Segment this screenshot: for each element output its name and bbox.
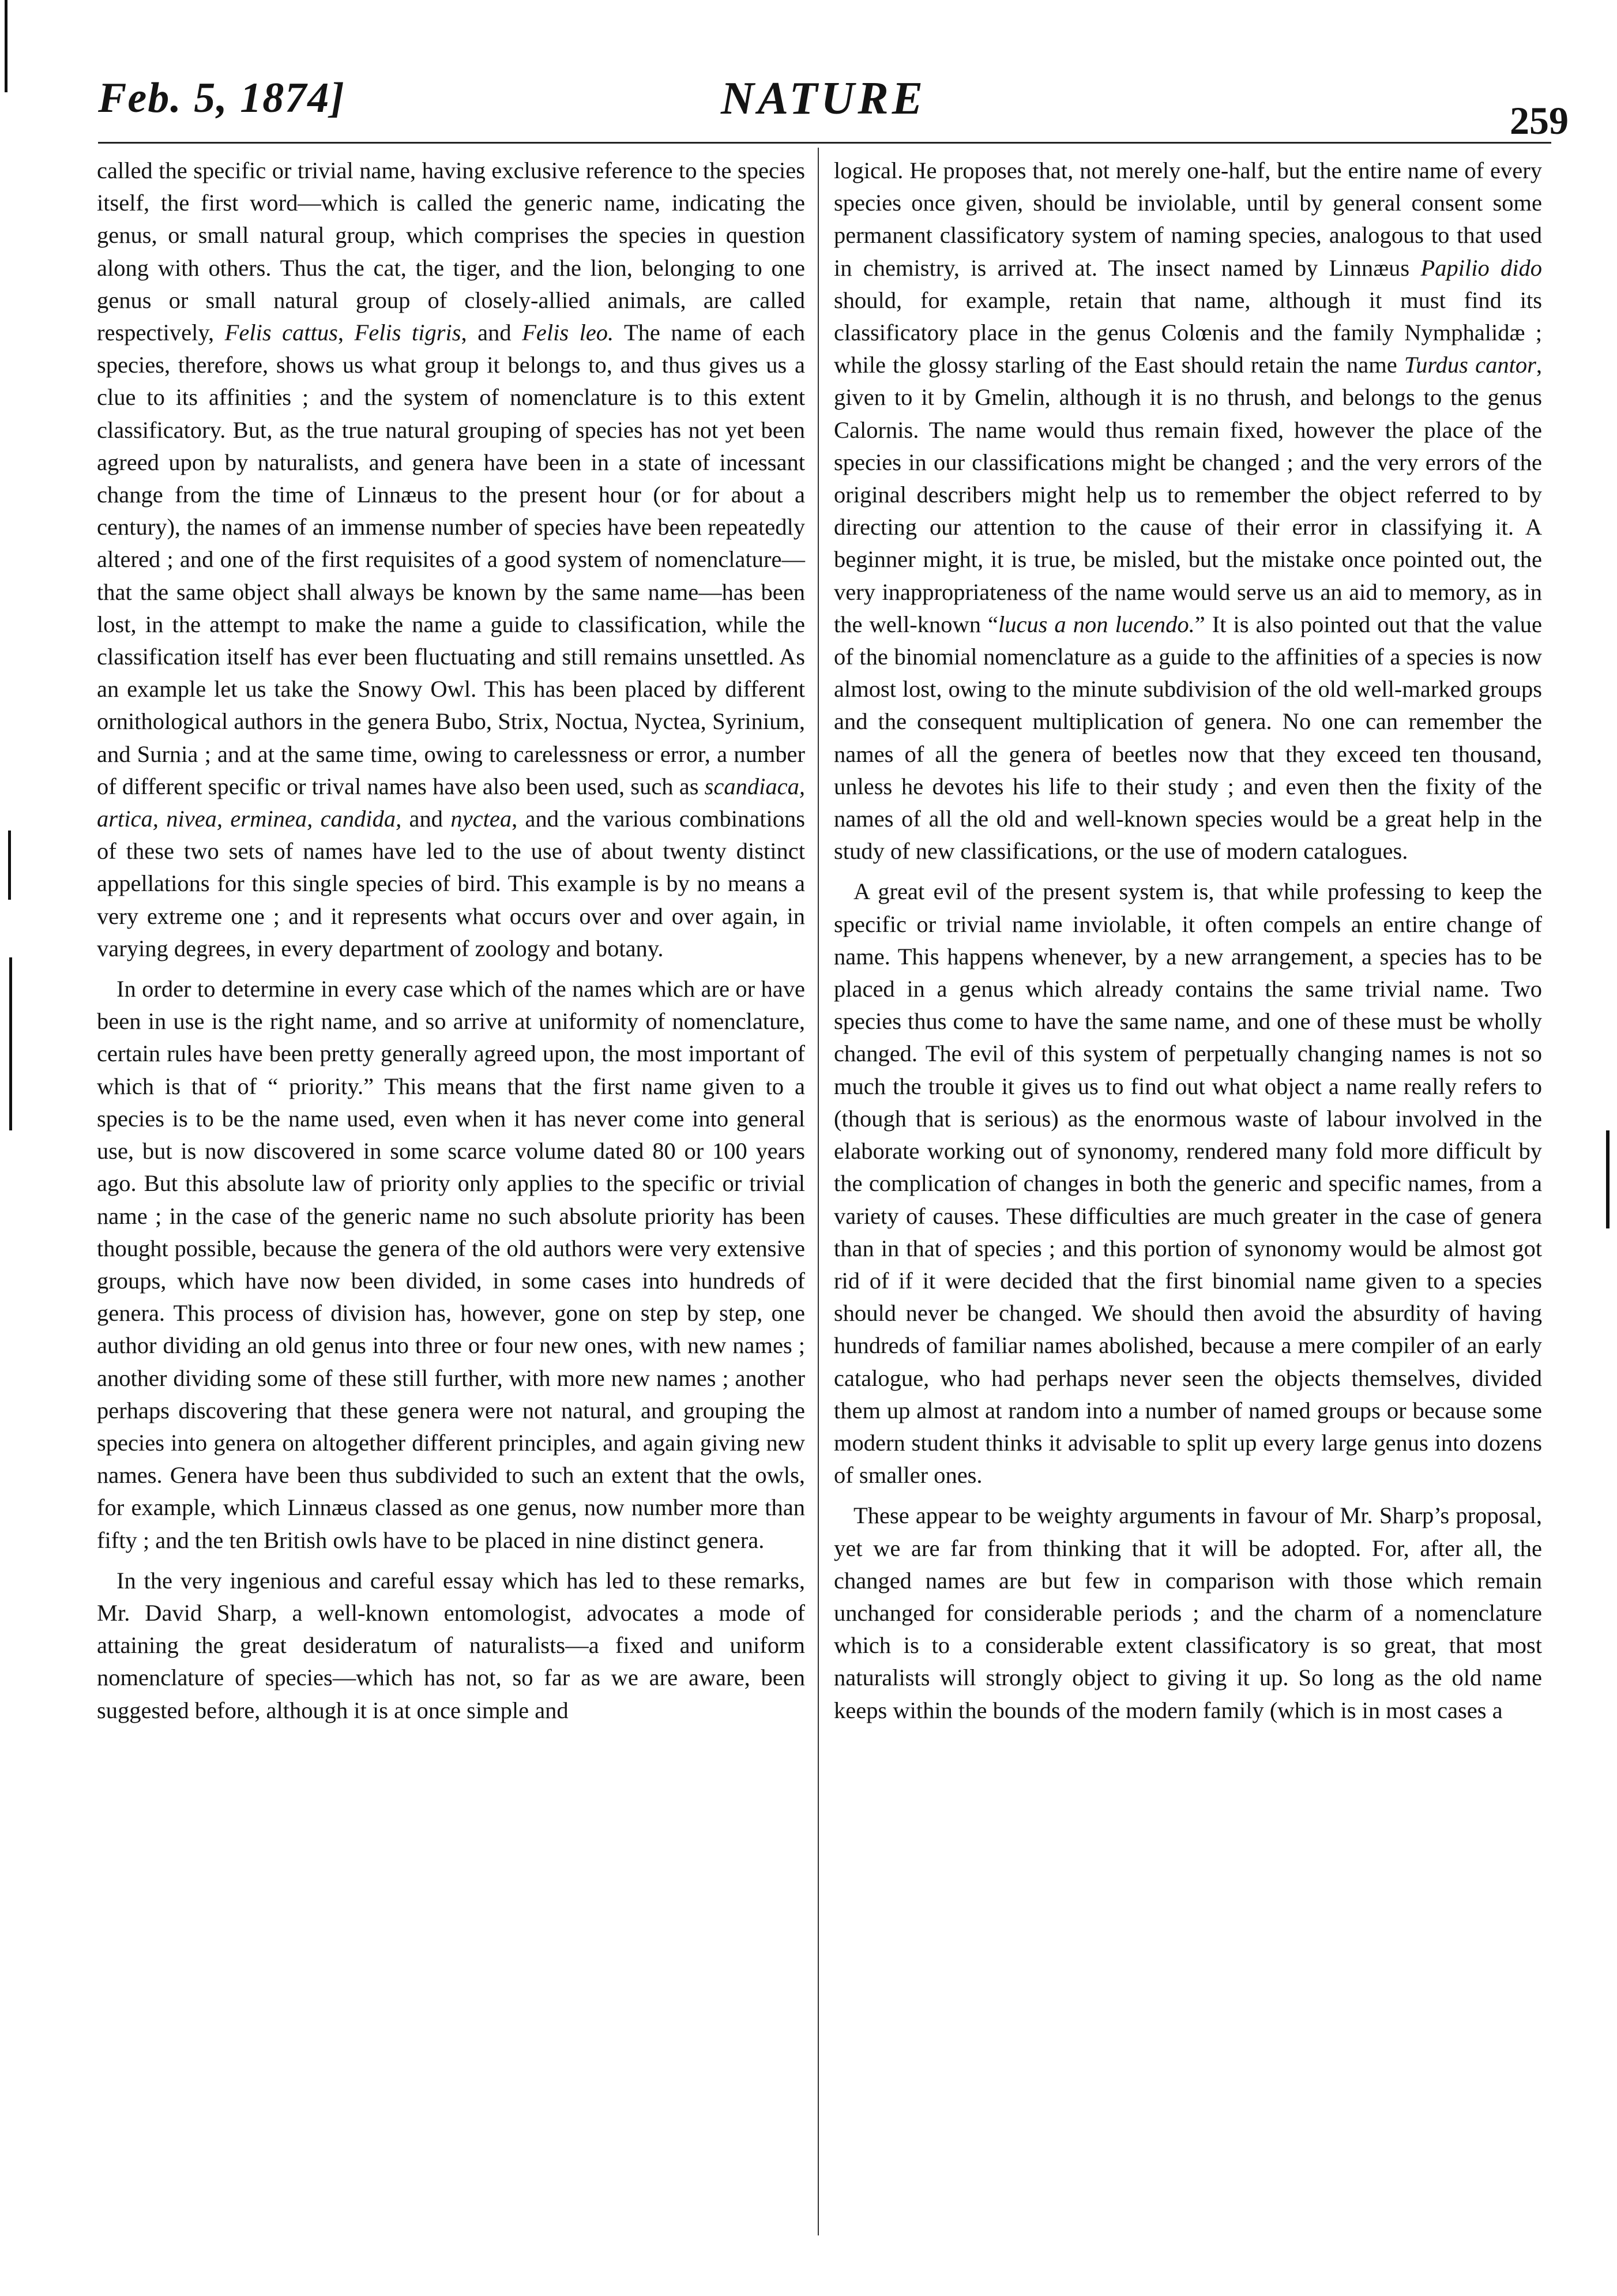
species-name: Felis tigris xyxy=(354,320,461,346)
header-rule xyxy=(98,142,1551,144)
left-column xyxy=(97,155,805,1727)
journal-title: NATURE xyxy=(721,73,927,124)
right-column xyxy=(834,155,1542,1727)
scan-edge-mark xyxy=(9,957,12,1130)
paragraph: called the specific or trivial name, having exclusive reference to the species itself, the first word—which is called the generic name, indicating the genus, or small natural group, which comprises the species in question along with others. Thus the cat, the tiger, and the lion, belonging to one genus or small natural group of closely-allied animals, are called respectively, Felis cattus, Felis tigris, and Felis leo. The name of each species, therefore, shows us what group it belongs to, and thus gives us a clue to its affinities ; and the system of nomenclature is to this extent classificatory. But, as the true natural grouping of species has not yet been agreed upon by naturalists, and genera have been in a state of incessant change from the time of Linnæus to the present hour (or for about a century), the names of an immense number of species have been repeatedly altered ; and one of the first requisites of a good system of nomenclature—that the same object shall always be known by the same name—has been lost, in the attempt to make the name a guide to classification, while the classification itself has ever been fluctuating and still remains unsettled. As an example let us take the Snowy Owl. This has been placed by different ornithological authors in the genera Bubo, Strix, Noctua, Nyctea, Syrinium, and Surnia ; and at the same time, owing to carelessness or error, a number of different specific or trival names have also been used, such as scandiaca, artica, nivea, erminea, candida, and nyctea, and the various combinations of these two sets of names have led to the use of about twenty distinct appellations for this single species of bird. This example is by no means a very extreme one ; and it represents what occurs over and over again, in varying degrees, in every department of zoology and botany. xyxy=(97,157,806,961)
paragraph: In the very ingenious and careful essay which has led to these remarks, Mr. David Sharp, a well-known entomologist, advocates a mode of attaining the great desideratum of naturalists—a fixed and uniform nomenclature of species—which has not, so far as we are aware, been suggested before, although it is at once simple and xyxy=(97,1567,805,1723)
trivial-name: nyctea xyxy=(450,806,512,832)
scan-edge-mark xyxy=(5,0,7,92)
species-name: Felis leo. xyxy=(522,320,614,346)
species-name: Papilio dido xyxy=(1420,254,1543,281)
scan-edge-mark xyxy=(1606,1130,1610,1228)
scan-edge-mark xyxy=(8,831,11,900)
paragraph: A great evil of the present system is, that while professing to keep the specific or trivial name inviolable, it often compels an entire change of name. This happens whenever, by a new arrangement, a species has to be placed in a genus which already contains the same trivial name. Two species thus come to have the same name, and one of these must be wholly changed. The evil of this system of perpetually changing names is not so much the trouble it gives us to find out what object a name really refers to (though that is serious) as the enormous waste of labour involved in the elaborate working out of synonomy, rendered many fold more difficult by the complication of changes in both the generic and specific names, from a variety of causes. These difficulties are much greater in the case of genera than in that of species ; and this portion of synonomy would be almost got rid of if it were decided that the first binomial name given to a species should never be changed. We should then avoid the absurdity of having hundreds of familiar names abolished, because a mere compiler of an early catalogue, who had perhaps never seen the objects themselves, divided them up almost at random into a number of named groups or because some modern student thinks it advisable to split up every large genus into dozens of smaller ones. xyxy=(834,878,1542,1489)
latin-phrase: lucus a non lucendo. xyxy=(998,611,1195,637)
trivial-names-list: scandiaca, artica, nivea, erminea, candida, xyxy=(97,773,805,832)
species-name: Turdus cantor xyxy=(1404,352,1536,378)
paragraph: In order to determine in every case which of the names which are or have been in use is the right name, and so arrive at uniformity of nomenclature, certain rules have been pretty generally agreed upon, the most important of which is that of “ priority.” This means that the first name given to a species is to be the name used, even when it has never come into general use, but is now discovered in some scarce volume dated 80 or 100 years ago. But this absolute law of priority only applies to the specific or trivial name ; in the case of the generic name no such absolute priority has been thought possible, because the genera of the old authors were very extensive groups, which have now been divided, in some cases into hundreds of genera. This process of division has, however, gone on step by step, one author dividing an old genus into three or four new ones, with new names ; another dividing some of these still further, with more new names ; another perhaps discovering that these genera were not natural, and grouping the species into genera on altogether different principles, and again giving new names. Genera have been thus subdivided to such an extent that the owls, for example, which Linnæus classed as one genus, now number more than fifty ; and the ten British owls have to be placed in nine distinct genera. xyxy=(97,976,805,1553)
page-number: 259 xyxy=(1510,99,1569,142)
issue-date: Feb. 5, 1874] xyxy=(98,74,345,122)
species-name: Felis cattus xyxy=(224,320,338,346)
paragraph: These appear to be weighty arguments in favour of Mr. Sharp’s proposal, yet we are far from thinking that it will be adopted. For, after all, the changed names are but few in comparison with those which remain unchanged for considerable periods ; and the charm of a nomenclature which is to a considerable extent classificatory is so great, that most naturalists will strongly object to giving it up. So long as the old name keeps within the bounds of the modern family (which is in most cases a xyxy=(834,1502,1542,1723)
paragraph: logical. He proposes that, not merely one-half, but the entire name of every species once given, should be inviolable, until by general consent some permanent classificatory system of naming species, analogous to that used in chemistry, is arrived at. The insect named by Linnæus Papilio dido should, for example, retain that name, although it must find its classificatory place in the genus Colœnis and the family Nymphalidæ ; while the glossy starling of the East should retain the name Turdus cantor, given to it by Gmelin, although it is no thrush, and belongs to the genus Calornis. The name would thus remain fixed, however the place of the species in our classifications might be changed ; and the very errors of the original describers might help us to remember the object referred to by directing our attention to the cause of their error in classifying it. A beginner might, it is true, be misled, but the mistake once pointed out, the very inappropriateness of the name would serve us an aid to memory, as in the well-known “lucus a non lucendo.” It is also pointed out that the value of the binomial nomenclature as a guide to the affinities of a species is now almost lost, owing to the minute subdivision of the old well-marked groups and the consequent multiplication of genera. No one can remember the names of all the genera of beetles now that they exceed ten thousand, unless he devotes his life to their study ; and even then the fixity of the names of all the old and well-known species would be a great help in the study of new classifications, or the use of modern catalogues. xyxy=(834,157,1543,865)
page-header xyxy=(92,69,1569,144)
column-divider xyxy=(818,148,819,2235)
